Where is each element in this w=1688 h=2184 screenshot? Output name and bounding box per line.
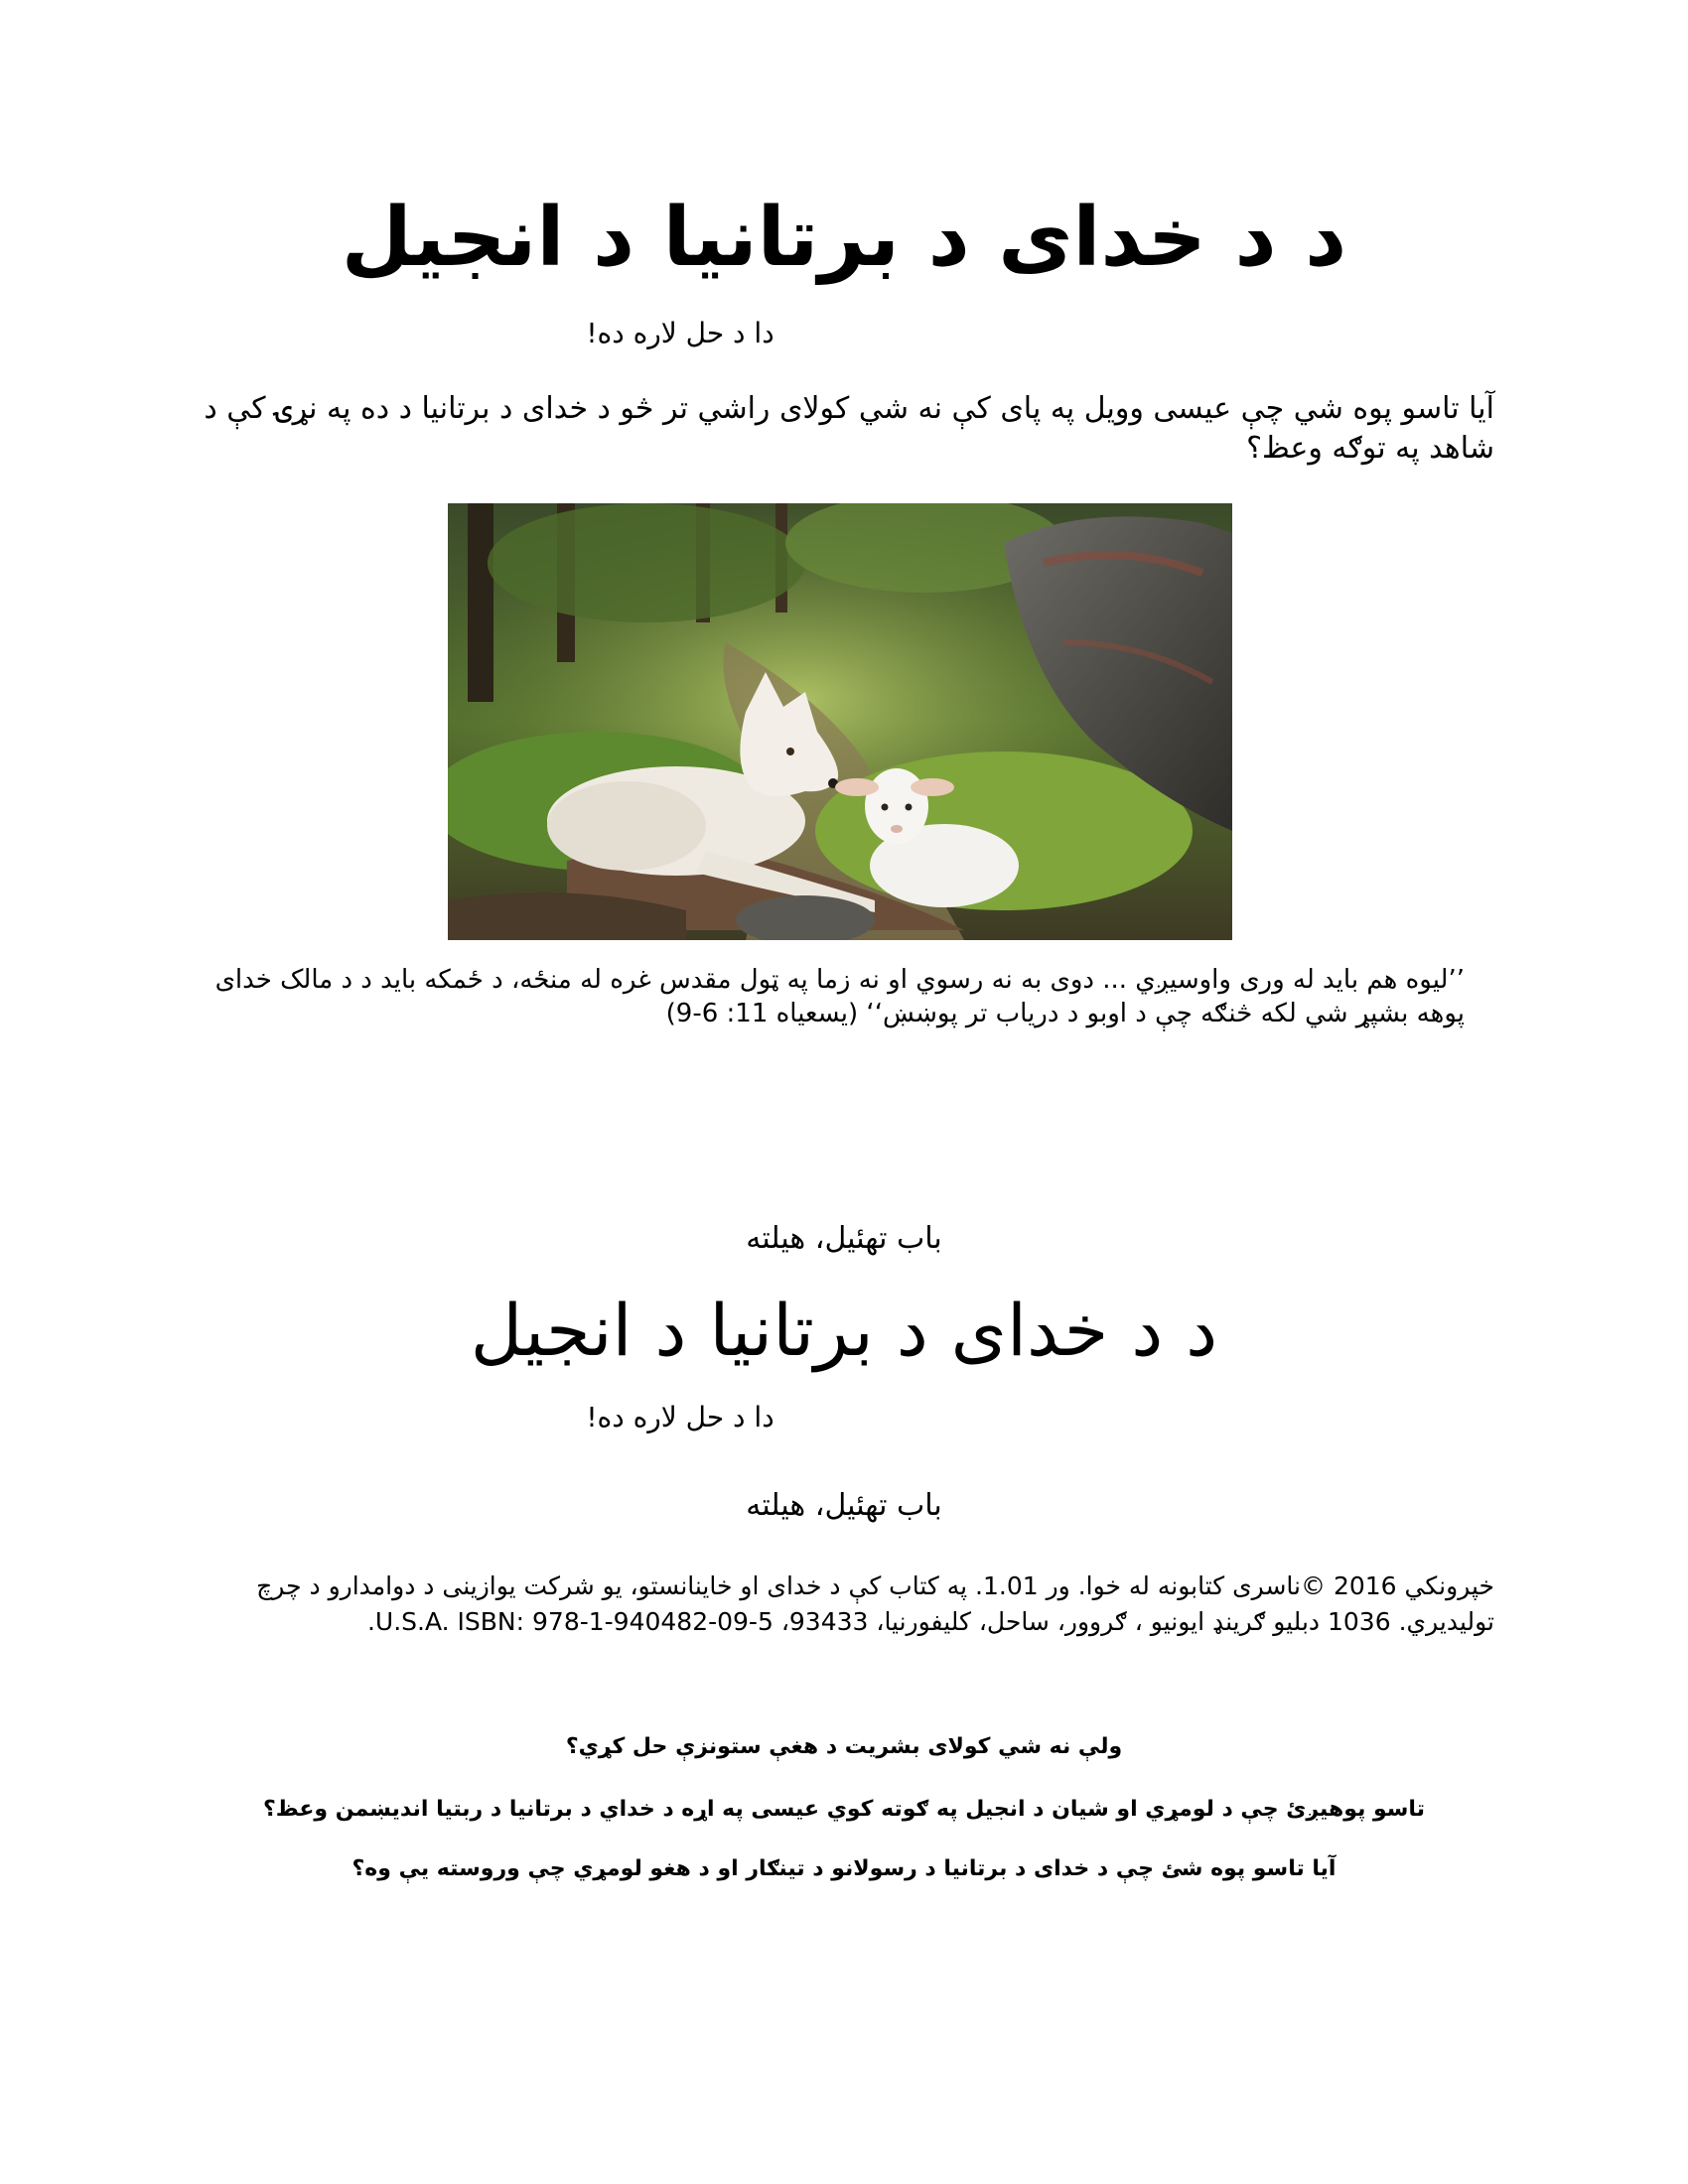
copyright-line-1: خپرونکي 2016 ©ناسری کتابونه له خوا. ور 1.01. په کتاب کې د خدای او خاینانستو، یو شرکت یوازینی د دوامدارو د چرچ	[256, 1571, 1494, 1600]
question-1: ولې نه شي کولای بشریت د هغې ستونزې حل کړي؟	[565, 1734, 1123, 1759]
subtitle: دا د حل لاره ده!	[586, 317, 774, 349]
wolf-and-lamb-image	[448, 503, 1232, 940]
publisher-label: باب تهئیل، هیلته	[746, 1221, 942, 1256]
scripture-quote	[199, 963, 1465, 1030]
title-page-subtitle: دا د حل لاره ده!	[586, 1401, 774, 1433]
quote-line-1: ’’لیوه هم باید له وری واوسیږي ... دوی به نه رسوي او نه زما په ټول مقدس غره له منځه، د ځمکه باید د د مالک خدای	[214, 965, 1465, 995]
title-page-publisher: باب تهئیل، هیلته	[746, 1488, 942, 1523]
page-title: د د خدای د برتانیا د انجیل	[341, 191, 1347, 285]
title-page-heading: د د خدای د برتانیا د انجیل	[470, 1289, 1218, 1372]
intro-paragraph: آیا تاسو پوه شي چې عیسی وویل په پای کې نه شي کولای راشي تر څو د خدای د برتانیا د ده په نړۍ کې د شاهد په توګه وعظ؟	[204, 391, 1494, 466]
quote-line-2: پوهه بشپړ شي لکه څنګه چې د اوبو د دریاب تر پوښښ‘‘ (یسعیاه 11: 6-9)	[665, 999, 1465, 1028]
copyright-notice	[199, 1569, 1494, 1640]
question-2: تاسو پوهیږئ چې د لومړي او شیان د انجیل په ګوته کوي عیسی په اړه د خداي د برتانیا د ربتیا اندیښمن وعظ؟	[263, 1797, 1425, 1822]
copyright-line-2: تولیدیري. 1036 دبلیو ګرینډ ایونیو ، ګروور، ساحل، کلیفورنیا، 93433، U.S.A. ISBN: 978-1-940482-09-5.	[366, 1607, 1494, 1636]
question-3: آیا تاسو پوه شئ چې د خدای د برتانیا د رسولانو د تینګار او د هغو لومړي چې وروسته یې وه؟	[352, 1856, 1336, 1881]
